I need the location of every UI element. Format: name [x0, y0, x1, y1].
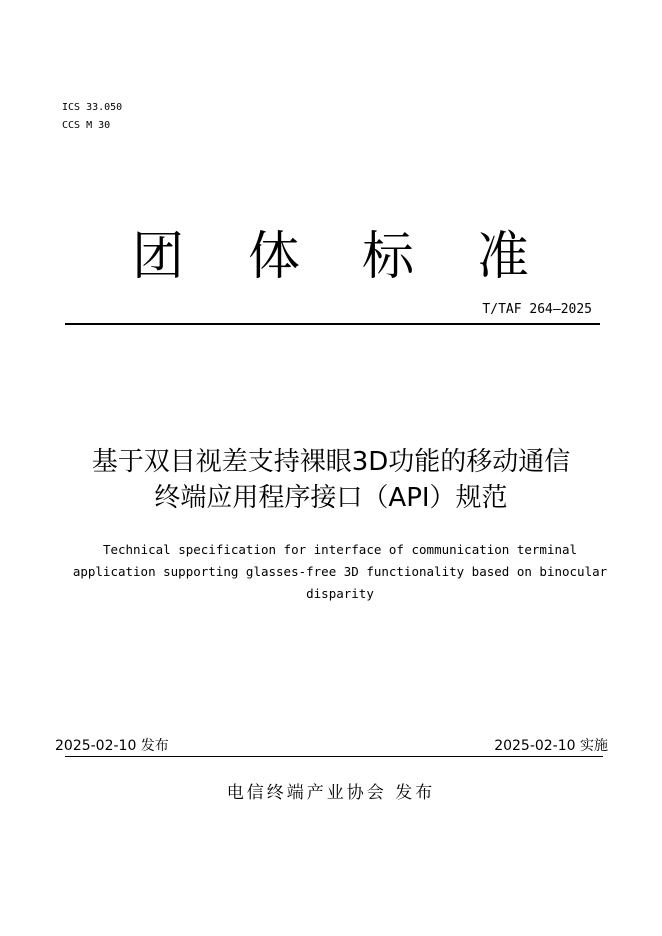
implement-date: 2025-02-10 实施 [494, 738, 608, 754]
chinese-title [0, 444, 662, 516]
chinese-title-line: 基于双目视差支持裸眼3D功能的移动通信 [91, 447, 571, 477]
doc-type-char: 标 [361, 227, 414, 287]
ics-code: ICS 33.050 [62, 102, 123, 113]
classification-codes [62, 99, 122, 135]
english-title-line: application supporting glasses-free 3D functionality based on binocular [72, 564, 608, 579]
chinese-title-line: 终端应用程序接口（API）规范 [154, 483, 508, 513]
ccs-code: CCS M 30 [62, 120, 111, 131]
bottom-divider [65, 756, 603, 757]
english-title-line: disparity [306, 586, 374, 601]
document-type-title [0, 222, 662, 292]
standard-number: T/TAF 264—2025 [482, 302, 592, 317]
doc-type-char: 团 [131, 227, 184, 287]
publisher: 电信终端产业协会 发布 [226, 783, 436, 803]
doc-type-char: 准 [476, 227, 529, 287]
english-title [60, 539, 620, 605]
publish-date: 2025-02-10 发布 [55, 738, 169, 754]
english-title-line: Technical specification for interface of communication terminal [102, 542, 578, 557]
top-divider [65, 323, 600, 325]
doc-type-char: 体 [247, 227, 300, 287]
